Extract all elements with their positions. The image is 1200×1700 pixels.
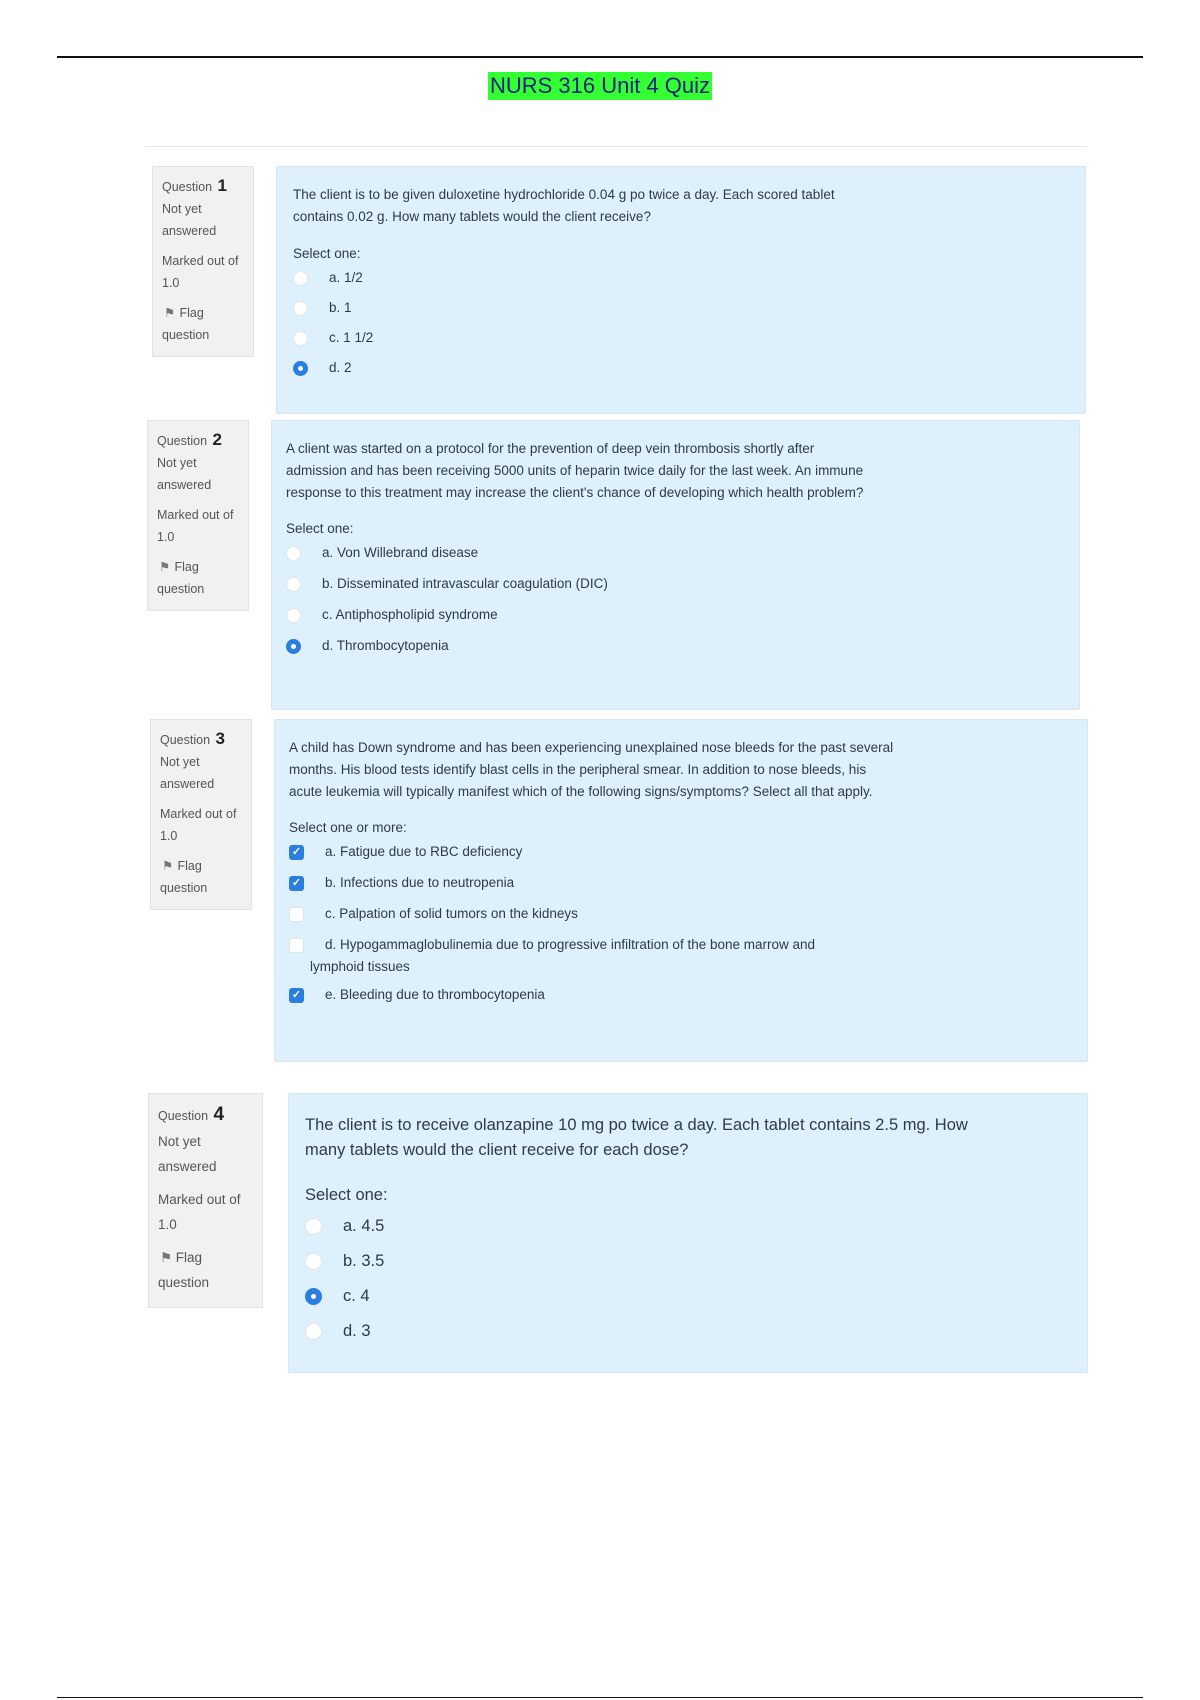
question-4-option-d[interactable]: d. 3 (305, 1319, 1071, 1354)
question-2-flag-button[interactable]: ⚑ Flag question (157, 556, 239, 600)
question-3-option-b[interactable]: ✓ b. Infections due to neutropenia (289, 872, 1073, 903)
radio-button[interactable] (305, 1218, 322, 1235)
question-2-marks: Marked out of 1.0 (157, 508, 234, 544)
radio-button[interactable] (286, 577, 301, 592)
question-4-panel (288, 1093, 1088, 1373)
question-1-panel (276, 166, 1086, 414)
document-title (0, 72, 1200, 100)
screenshot-top-divider (145, 146, 1087, 147)
radio-button[interactable] (293, 331, 308, 346)
checkbox-checked[interactable]: ✓ (289, 876, 304, 891)
flag-icon: ⚑ (159, 560, 171, 574)
top-rule (57, 56, 1143, 58)
question-3-option-d[interactable]: d. Hypogammaglobulinemia due to progressive infiltration of the bone marrow and lymphoid tissues (289, 934, 1073, 984)
radio-button[interactable] (305, 1253, 322, 1270)
bottom-rule (57, 1697, 1143, 1698)
question-3-flag-button[interactable]: ⚑ Flag question (160, 855, 242, 899)
question-1-marks: Marked out of 1.0 (162, 254, 239, 290)
question-4-marks: Marked out of 1.0 (158, 1192, 241, 1232)
question-2-option-a[interactable]: a. Von Willebrand disease (286, 542, 1065, 573)
question-2-text: A client was started on a protocol for the prevention of deep vein thrombosis shortly after admission and has been receiving 5000 units of heparin twice daily for the last week. An immune response to this treatment may increase the client's chance of developing which health problem? (286, 441, 864, 500)
question-2-info (147, 420, 249, 611)
question-3-info (150, 719, 252, 910)
question-3-option-a[interactable]: ✓ a. Fatigue due to RBC deficiency (289, 841, 1073, 872)
flag-icon: ⚑ (164, 306, 176, 320)
radio-button[interactable] (305, 1323, 322, 1340)
question-4-prompt: Select one: (305, 1186, 388, 1204)
radio-button-selected[interactable] (293, 361, 308, 376)
radio-button[interactable] (286, 608, 301, 623)
checkbox-checked[interactable]: ✓ (289, 988, 304, 1003)
question-4-text: The client is to receive olanzapine 10 mg po twice a day. Each tablet contains 2.5 mg. How many tablets would the client receive for each dose? (305, 1116, 968, 1159)
question-3-marks: Marked out of 1.0 (160, 807, 237, 843)
question-4-flag-button[interactable]: ⚑ Flag question (158, 1245, 253, 1295)
question-2-panel (271, 420, 1080, 710)
radio-button[interactable] (286, 546, 301, 561)
radio-button[interactable] (293, 301, 308, 316)
question-3-option-c[interactable]: c. Palpation of solid tumors on the kidneys (289, 903, 1073, 934)
question-3-option-e[interactable]: ✓ e. Bleeding due to thrombocytopenia (289, 984, 1073, 1015)
checkbox[interactable] (289, 938, 304, 953)
question-1-option-d[interactable]: d. 2 (293, 357, 1069, 387)
question-2-number: Question 2 (157, 430, 222, 449)
checkbox[interactable] (289, 907, 304, 922)
question-4-option-c[interactable]: c. 4 (305, 1284, 1071, 1319)
question-2-option-b[interactable]: b. Disseminated intravascular coagulation (DIC) (286, 573, 1065, 604)
question-1-prompt: Select one: (293, 246, 361, 261)
question-1-text: The client is to be given duloxetine hydrochloride 0.04 g po twice a day. Each scored tablet contains 0.02 g. How many tablets would the client receive? (293, 187, 835, 224)
flag-icon: ⚑ (162, 859, 174, 873)
question-3-state: Not yet answered (160, 755, 215, 791)
question-4-number: Question 4 (158, 1104, 225, 1125)
question-3-panel (274, 719, 1088, 1062)
question-1-state: Not yet answered (162, 202, 217, 238)
radio-button-selected[interactable] (286, 639, 301, 654)
checkbox-checked[interactable]: ✓ (289, 845, 304, 860)
question-3-prompt: Select one or more: (289, 820, 407, 835)
flag-icon: ⚑ (160, 1250, 173, 1265)
question-4-state: Not yet answered (158, 1134, 217, 1174)
question-2-prompt: Select one: (286, 521, 354, 536)
question-4-option-a[interactable]: a. 4.5 (305, 1214, 1071, 1249)
question-1-info (152, 166, 254, 357)
question-4-option-b[interactable]: b. 3.5 (305, 1249, 1071, 1284)
question-1-flag-button[interactable]: ⚑ Flag question (162, 302, 244, 346)
question-2-option-d[interactable]: d. Thrombocytopenia (286, 635, 1065, 666)
question-1-number: Question 1 (162, 176, 227, 195)
document-title-text: NURS 316 Unit 4 Quiz (489, 73, 711, 98)
question-3-text: A child has Down syndrome and has been experiencing unexplained nose bleeds for the past several months. His blood tests identify blast cells in the peripheral smear. In addition to nose bleeds, his acute leukemia will typically manifest which of the following signs/symptoms? Select all that apply. (289, 740, 894, 799)
radio-button-selected[interactable] (305, 1288, 322, 1305)
question-1-option-b[interactable]: b. 1 (293, 297, 1069, 327)
question-2-option-c[interactable]: c. Antiphospholipid syndrome (286, 604, 1065, 635)
question-3-number: Question 3 (160, 729, 225, 748)
question-2-state: Not yet answered (157, 456, 212, 492)
question-1-option-a[interactable]: a. 1/2 (293, 267, 1069, 297)
radio-button[interactable] (293, 271, 308, 286)
question-1-option-c[interactable]: c. 1 1/2 (293, 327, 1069, 357)
question-4-info (148, 1093, 263, 1308)
